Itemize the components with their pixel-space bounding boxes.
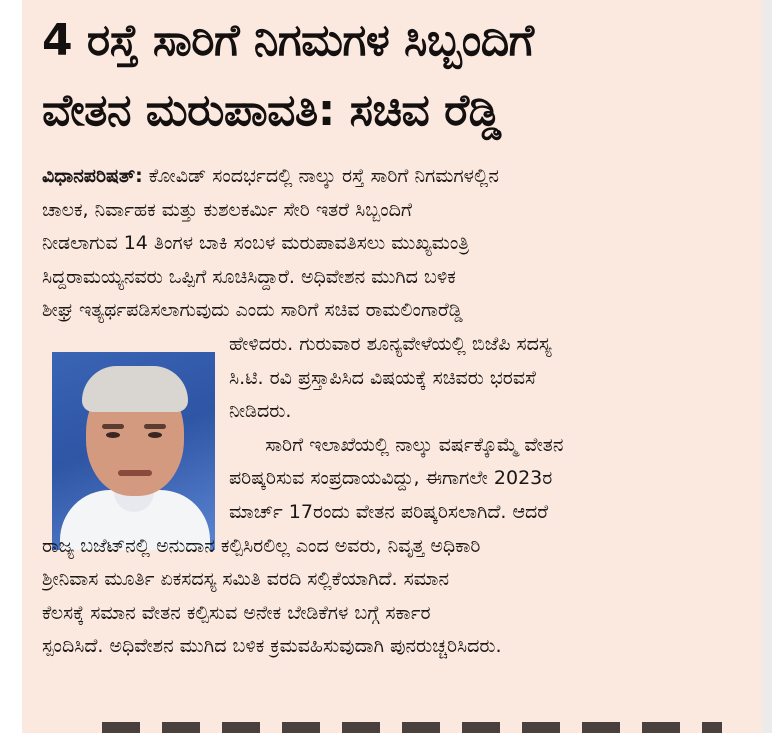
body-line-3: ನೀಡಲಾಗುವ 14 ತಿಂಗಳ ಬಾಕಿ ಸಂಬಳ ಮರುಪಾವತಿಸಲು ಮುಖ್ಯಮಂತ್ರಿ <box>42 232 470 255</box>
body-line-1-text: ಕೋವಿಡ್ ಸಂದರ್ಭದಲ್ಲಿ ನಾಲ್ಕು ರಸ್ತೆ ಸಾರಿಗೆ ನಿಗಮಗಳಲ್ಲಿನ <box>142 165 499 187</box>
headline <box>42 6 752 146</box>
body-line-1 <box>42 160 744 194</box>
dateline: ವಿಧಾನಪರಿಷತ್: <box>42 165 143 187</box>
body-line-7: ಸಿ.ಟಿ. ರವಿ ಪ್ರಸ್ತಾಪಿಸಿದ ವಿಷಯಕ್ಕೆ ಸಚಿವರು ಭರವಸೆ <box>229 366 536 389</box>
body-line-9: ಸಾರಿಗೆ ಇಲಾಖೆಯಲ್ಲಿ ನಾಲ್ಕು ವರ್ಷಕ್ಕೊಮ್ಮೆ ವೇತನ <box>229 433 564 456</box>
body-line-12: ರಾಜ್ಯ ಬಜೆಟ್‌ನಲ್ಲಿ ಅನುದಾನ ಕಲ್ಪಿಸಿರಲಿಲ್ಲ ಎಂದ ಅವರು, ನಿವೃತ್ತ ಅಧಿಕಾರಿ <box>42 534 481 557</box>
body-line-2: ಚಾಲಕ, ನಿರ್ವಾಹಕ ಮತ್ತು ಕುಶಲಕರ್ಮಿ ಸೇರಿ ಇತರೆ ಸಿಬ್ಬಂದಿಗೆ <box>42 198 412 221</box>
newspaper-clipping <box>22 0 762 733</box>
body-line-15: ಸ್ಪಂದಿಸಿದೆ. ಅಧಿವೇಶನ ಮುಗಿದ ಬಳಿಕ ಕ್ರಮವಹಿಸುವುದಾಗಿ ಪುನರುಚ್ಚರಿಸಿದರು. <box>42 635 502 658</box>
body-line-5: ಶೀಘ್ರ ಇತ್ಯರ್ಥಪಡಿಸಲಾಗುವುದು ಎಂದು ಸಾರಿಗೆ ಸಚಿವ ರಾಮಲಿಂಗಾರೆಡ್ಡಿ <box>42 299 463 322</box>
page-edge <box>762 0 772 733</box>
headline-line-2: ವೇತನ ಮರುಪಾವತಿ: ಸಚಿವ ರೆಡ್ಡಿ <box>42 85 501 136</box>
body-line-6: ಹೇಳಿದರು. ಗುರುವಾರ ಶೂನ್ಯವೇಳೆಯಲ್ಲಿ ಬಿಜೆಪಿ ಸದಸ್ಯ <box>229 332 552 355</box>
article-body <box>42 160 744 664</box>
body-line-10: ಪರಿಷ್ಕರಿಸುವ ಸಂಪ್ರದಾಯವಿದ್ದು, ಈಗಾಗಲೇ 2023ರ <box>229 467 553 490</box>
body-line-11: ಮಾರ್ಚ್ 17ರಂದು ವೇತನ ಪರಿಷ್ಕರಿಸಲಾಗಿದೆ. ಆದರೆ <box>229 500 549 523</box>
body-line-8: ನೀಡಿದರು. <box>229 400 292 423</box>
body-line-13: ಶ್ರೀನಿವಾಸ ಮೂರ್ತಿ ಏಕಸದಸ್ಯ ಸಮಿತಿ ವರದಿ ಸಲ್ಲಿಕೆಯಾಗಿದೆ. ಸಮಾನ <box>42 568 450 591</box>
body-line-4: ಸಿದ್ದರಾಮಯ್ಯನವರು ಒಪ್ಪಿಗೆ ಸೂಚಿಸಿದ್ದಾರೆ. ಅಧಿವೇಶನ ಮುಗಿದ ಬಳಿಕ <box>42 265 456 288</box>
body-line-14: ಕೆಲಸಕ್ಕೆ ಸಮಾನ ವೇತನ ಕಲ್ಪಿಸುವ ಅನೇಕ ಬೇಡಿಕೆಗಳ ಬಗ್ಗೆ ಸರ್ಕಾರ <box>42 601 431 624</box>
headline-line-1: 4 ರಸ್ತೆ ಸಾರಿಗೆ ನಿಗಮಗಳ ಸಿಬ್ಬಂದಿಗೆ <box>42 15 534 66</box>
next-article-cut-line <box>102 722 722 733</box>
